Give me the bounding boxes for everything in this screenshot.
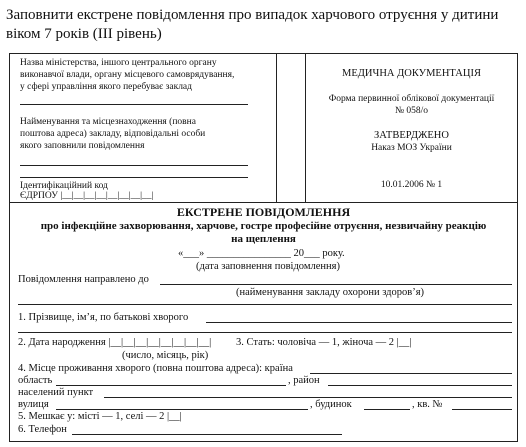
locality-label: населений пункт (18, 387, 94, 398)
divider (276, 54, 277, 202)
form-label: Форма первинної облікової документації (328, 94, 495, 104)
district-field[interactable] (328, 385, 512, 386)
settlement-type-field[interactable]: 5. Мешкає у: місті — 1, селі — 2 |__| (18, 411, 182, 422)
sent-to-field-2[interactable] (18, 304, 512, 305)
institution-label-2: поштова адреса) закладу, відповідальні особи (20, 129, 206, 139)
ministry-field-line (20, 104, 248, 105)
house-field[interactable] (364, 409, 410, 410)
task-title: Заповнити екстрене повідомлення про випадок харчового отруєння у дитини віком 7 років (ІІІ рівень) (6, 7, 499, 42)
name-field[interactable] (206, 322, 512, 323)
name-label: 1. Прізвище, ім’я, по батькові хворого (18, 312, 189, 323)
ministry-label-2: виконавчої влади, органу місцевого самоврядування, (20, 70, 235, 80)
date-caption: (дата заповнення повідомлення) (196, 261, 340, 272)
med-doc-label: МЕДИЧНА ДОКУМЕНТАЦІЯ (342, 68, 481, 79)
form-number: № 058/о (394, 106, 429, 116)
institution-label-1: Найменування та місцезнаходження (повна (20, 117, 196, 127)
sent-to-caption: (найменування закладу охорони здоров’я) (236, 287, 425, 298)
sent-to-label: Повідомлення направлено до (18, 274, 149, 285)
region-label: область (18, 375, 53, 386)
institution-field-line (20, 177, 248, 178)
institution-label-3: якого заповнили повідомлення (20, 141, 145, 151)
district-label: , район (288, 375, 320, 386)
notice-heading: ЕКСТРЕНЕ ПОВІДОМЛЕННЯ (176, 205, 351, 219)
institution-field-line (20, 165, 248, 166)
order-date: 10.01.2006 № 1 (380, 180, 443, 190)
phone-label: 6. Телефон (18, 424, 67, 435)
edrpou-field: ЄДРПОУ |__|__|__|__|__|__|__|__| (20, 191, 154, 201)
sent-to-field[interactable] (160, 284, 512, 285)
birth-date-field[interactable]: 2. Дата народження |__|__|__|__|__|__|__|__| (18, 337, 212, 348)
sex-field[interactable]: 3. Стать: чоловіча — 1, жіноча — 2 |__| (236, 337, 412, 348)
apartment-label: , кв. № (412, 399, 443, 410)
street-label: вулиця (18, 399, 49, 410)
header-table (9, 53, 518, 203)
notice-subheading: про інфекційне захворювання, харчове, гостре професійне отруєння, незвичайну реакцію (40, 220, 487, 232)
locality-field[interactable] (104, 397, 512, 398)
id-code-label: Ідентифікаційний код (20, 181, 108, 191)
notice-form (9, 201, 518, 442)
notice-subheading: на щеплення (231, 233, 296, 245)
apartment-field[interactable] (452, 409, 512, 410)
name-field-2[interactable] (18, 332, 512, 333)
birth-date-caption: (число, місяць, рік) (122, 350, 209, 361)
house-label: , будинок (310, 399, 352, 410)
country-field[interactable] (310, 373, 512, 374)
address-label: 4. Місце проживання хворого (повна поштова адреса): країна (18, 363, 293, 374)
ministry-label-3: у сфері управління якого перебуває заклад (20, 82, 192, 92)
date-fill-field[interactable]: «___» ________________ 20___ року. (178, 248, 345, 259)
order-label: Наказ МОЗ України (371, 143, 452, 153)
phone-field[interactable] (72, 434, 342, 435)
approved-label: ЗАТВЕРДЖЕНО (374, 130, 449, 141)
ministry-label-1: Назва міністерства, іншого центрального органу (20, 58, 217, 68)
